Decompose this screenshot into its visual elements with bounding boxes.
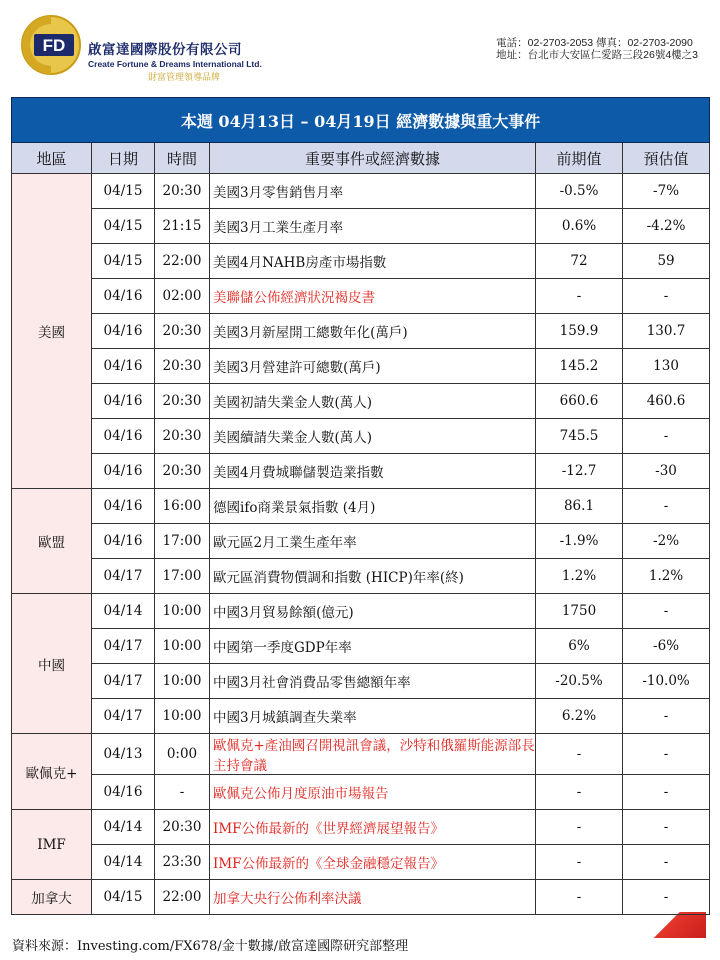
table-row (12, 174, 710, 209)
event-cell: 歐佩克公佈月度原油市場報告 (210, 775, 536, 810)
date-cell: 04/15 (92, 209, 155, 244)
date-cell: 04/13 (92, 734, 155, 775)
table-row (12, 880, 710, 915)
contact-phone-fax: 電話：02-2703-2053 傳真：02-2703-2090 (496, 37, 693, 49)
company-name-zh: 啟富達國際股份有限公司 (88, 42, 242, 58)
header-region: 地區 (12, 143, 92, 174)
date-cell: 04/17 (92, 664, 155, 699)
previous-value-cell: 6.2% (536, 699, 623, 734)
date-cell: 04/15 (92, 244, 155, 279)
time-cell: 21:15 (155, 209, 210, 244)
previous-value-cell: - (536, 880, 623, 915)
previous-value-cell: - (536, 810, 623, 845)
table-row (12, 279, 710, 314)
date-cell: 04/16 (92, 349, 155, 384)
date-cell: 04/16 (92, 775, 155, 810)
estimate-value-cell: -7% (623, 174, 710, 209)
economic-calendar-table (11, 97, 710, 915)
region-cell: 中國 (12, 594, 92, 734)
event-cell: 歐佩克+產油國召開視訊會議，沙特和俄羅斯能源部長主持會議 (210, 734, 536, 775)
table-title: 本週 04月13日 – 04月19日 經濟數據與重大事件 (12, 98, 710, 143)
event-cell: IMF公佈最新的《全球金融穩定報告》 (210, 845, 536, 880)
company-logo-icon (20, 14, 82, 76)
previous-value-cell: -12.7 (536, 454, 623, 489)
table-row (12, 699, 710, 734)
estimate-value-cell: 1.2% (623, 559, 710, 594)
estimate-value-cell: -6% (623, 629, 710, 664)
event-cell: 美國4月NAHB房產市場指數 (210, 244, 536, 279)
region-cell: IMF (12, 810, 92, 880)
time-cell: 0:00 (155, 734, 210, 775)
event-cell: 歐元區2月工業生產年率 (210, 524, 536, 559)
table-row (12, 734, 710, 775)
time-cell: 20:30 (155, 314, 210, 349)
previous-value-cell: 1.2% (536, 559, 623, 594)
table-row (12, 349, 710, 384)
time-cell: 20:30 (155, 349, 210, 384)
previous-value-cell: 72 (536, 244, 623, 279)
time-cell: 10:00 (155, 594, 210, 629)
table-row (12, 489, 710, 524)
time-cell: 10:00 (155, 664, 210, 699)
date-cell: 04/14 (92, 810, 155, 845)
date-cell: 04/15 (92, 174, 155, 209)
time-cell: 20:30 (155, 454, 210, 489)
previous-value-cell: 745.5 (536, 419, 623, 454)
contact-address: 地址：台北市大安區仁愛路三段26號4樓之3 (496, 49, 698, 61)
header-estimate: 預估值 (623, 143, 710, 174)
previous-value-cell: -20.5% (536, 664, 623, 699)
event-cell: 美國續請失業金人數(萬人) (210, 419, 536, 454)
event-cell: 美國3月工業生產月率 (210, 209, 536, 244)
table-header-row (12, 143, 710, 174)
estimate-value-cell: -10.0% (623, 664, 710, 699)
estimate-value-cell: 130 (623, 349, 710, 384)
time-cell: 02:00 (155, 279, 210, 314)
estimate-value-cell: 460.6 (623, 384, 710, 419)
date-cell: 04/16 (92, 279, 155, 314)
date-cell: 04/16 (92, 454, 155, 489)
estimate-value-cell: 130.7 (623, 314, 710, 349)
time-cell: 10:00 (155, 699, 210, 734)
time-cell: 20:30 (155, 419, 210, 454)
estimate-value-cell: - (623, 279, 710, 314)
page-header (0, 0, 720, 95)
date-cell: 04/16 (92, 524, 155, 559)
decorative-corner-shape (636, 912, 706, 938)
table-row (12, 629, 710, 664)
previous-value-cell: -0.5% (536, 174, 623, 209)
time-cell: 10:00 (155, 629, 210, 664)
company-slogan: 財富管理領導品牌 (148, 73, 221, 83)
source-footer: 資料來源：Investing.com/FX678/金十數據/啟富達國際研究部整理 (12, 939, 409, 954)
header-previous: 前期值 (536, 143, 623, 174)
estimate-value-cell: 59 (623, 244, 710, 279)
time-cell: 20:30 (155, 174, 210, 209)
time-cell: 22:00 (155, 880, 210, 915)
event-cell: 美國初請失業金人數(萬人) (210, 384, 536, 419)
table-row (12, 845, 710, 880)
previous-value-cell: 6% (536, 629, 623, 664)
event-cell: 德國ifo商業景氣指數 (4月) (210, 489, 536, 524)
event-cell: 美國3月營建許可總數(萬戶) (210, 349, 536, 384)
date-cell: 04/14 (92, 594, 155, 629)
svg-text:FD: FD (42, 36, 66, 55)
region-cell: 美國 (12, 174, 92, 489)
previous-value-cell: - (536, 734, 623, 775)
estimate-value-cell: - (623, 845, 710, 880)
date-cell: 04/16 (92, 384, 155, 419)
date-cell: 04/15 (92, 880, 155, 915)
event-cell: 中國第一季度GDP年率 (210, 629, 536, 664)
table-title-row (12, 98, 710, 143)
previous-value-cell: 159.9 (536, 314, 623, 349)
previous-value-cell: 86.1 (536, 489, 623, 524)
event-cell: IMF公佈最新的《世界經濟展望報告》 (210, 810, 536, 845)
event-cell: 中國3月城鎮調查失業率 (210, 699, 536, 734)
event-cell: 中國3月社會消費品零售總額年率 (210, 664, 536, 699)
date-cell: 04/17 (92, 699, 155, 734)
estimate-value-cell: - (623, 594, 710, 629)
time-cell: 23:30 (155, 845, 210, 880)
table-row (12, 314, 710, 349)
estimate-value-cell: -2% (623, 524, 710, 559)
previous-value-cell: - (536, 845, 623, 880)
region-cell: 歐佩克+ (12, 734, 92, 810)
event-cell: 美國3月新屋開工總數年化(萬戶) (210, 314, 536, 349)
previous-value-cell: - (536, 279, 623, 314)
table-row (12, 384, 710, 419)
date-cell: 04/14 (92, 845, 155, 880)
table-row (12, 664, 710, 699)
table-row (12, 454, 710, 489)
company-name-en: Create Fortune & Dreams International Ltd. (88, 59, 262, 69)
previous-value-cell: - (536, 775, 623, 810)
date-cell: 04/16 (92, 314, 155, 349)
previous-value-cell: 1750 (536, 594, 623, 629)
event-cell: 美國4月費城聯儲製造業指數 (210, 454, 536, 489)
time-cell: - (155, 775, 210, 810)
estimate-value-cell: - (623, 734, 710, 775)
event-cell: 歐元區消費物價調和指數 (HICP)年率(終) (210, 559, 536, 594)
region-cell: 加拿大 (12, 880, 92, 915)
time-cell: 16:00 (155, 489, 210, 524)
table-row (12, 244, 710, 279)
estimate-value-cell: -30 (623, 454, 710, 489)
estimate-value-cell: - (623, 489, 710, 524)
previous-value-cell: 145.2 (536, 349, 623, 384)
previous-value-cell: -1.9% (536, 524, 623, 559)
contact-info (496, 37, 698, 61)
date-cell: 04/16 (92, 489, 155, 524)
date-cell: 04/17 (92, 559, 155, 594)
table-row (12, 559, 710, 594)
date-cell: 04/16 (92, 419, 155, 454)
estimate-value-cell: - (623, 699, 710, 734)
previous-value-cell: 0.6% (536, 209, 623, 244)
time-cell: 17:00 (155, 524, 210, 559)
table-row (12, 209, 710, 244)
time-cell: 20:30 (155, 810, 210, 845)
table-body (12, 174, 710, 915)
table-row (12, 775, 710, 810)
table-row (12, 419, 710, 454)
estimate-value-cell: -4.2% (623, 209, 710, 244)
event-cell: 中國3月貿易餘額(億元) (210, 594, 536, 629)
table-row (12, 524, 710, 559)
time-cell: 22:00 (155, 244, 210, 279)
header-event: 重要事件或經濟數據 (210, 143, 536, 174)
estimate-value-cell: - (623, 419, 710, 454)
company-name-block (88, 38, 262, 83)
time-cell: 17:00 (155, 559, 210, 594)
estimate-value-cell: - (623, 880, 710, 915)
previous-value-cell: 660.6 (536, 384, 623, 419)
estimate-value-cell: - (623, 810, 710, 845)
date-cell: 04/17 (92, 629, 155, 664)
header-time: 時間 (155, 143, 210, 174)
header-date: 日期 (92, 143, 155, 174)
event-cell: 加拿大央行公佈利率決議 (210, 880, 536, 915)
table-row (12, 594, 710, 629)
event-cell: 美聯儲公佈經濟狀況褐皮書 (210, 279, 536, 314)
event-cell: 美國3月零售銷售月率 (210, 174, 536, 209)
time-cell: 20:30 (155, 384, 210, 419)
region-cell: 歐盟 (12, 489, 92, 594)
table-row (12, 810, 710, 845)
estimate-value-cell: - (623, 775, 710, 810)
